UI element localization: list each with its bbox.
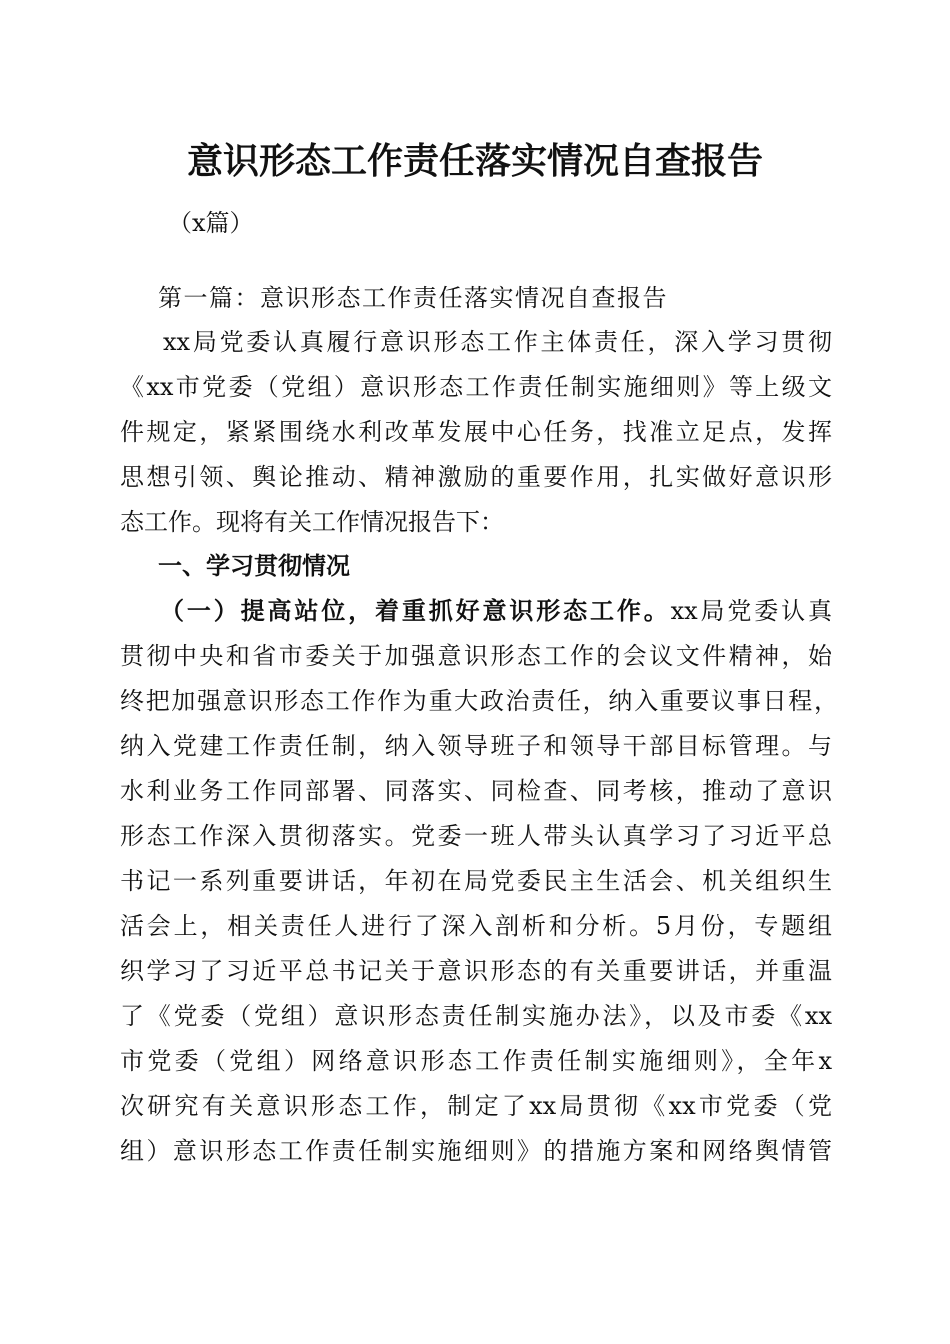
count-note: （x篇） [168, 209, 254, 237]
body-line-12: 组）意识形态工作责任制实施细则》的措施方案和网络舆情管 [120, 1137, 832, 1165]
body-line-7: 活会上，相关责任人进行了深入剖析和分析。5月份，专题组 [120, 912, 832, 940]
body-line-9: 了《党委（党组）意识形态责任制实施办法》，以及市委《xx [120, 1002, 832, 1030]
body-line-1: 贯彻中央和省市委关于加强意识形态工作的会议文件精神，始 [120, 642, 832, 670]
part-title: 第一篇：意识形态工作责任落实情况自查报告 [158, 284, 668, 312]
intro-line-2: 《xx市党委（党组）意识形态工作责任制实施细则》等上级文 [120, 373, 832, 401]
body-line-2: 终把加强意识形态工作作为重大政治责任，纳入重要议事日程， [120, 687, 838, 715]
body-line-3: 纳入党建工作责任制，纳入领导班子和领导干部目标管理。与 [120, 732, 832, 760]
body-line-6: 书记一系列重要讲话，年初在局党委民主生活会、机关组织生 [120, 867, 832, 895]
section-heading-1: 一、学习贯彻情况 [158, 552, 350, 580]
intro-line-3: 件规定，紧紧围绕水利改革发展中心任务，找准立足点，发挥 [120, 418, 832, 446]
subsection-first-line [160, 596, 832, 626]
body-line-4: 水利业务工作同部署、同落实、同检查、同考核，推动了意识 [120, 777, 832, 805]
intro-line-4: 思想引领、舆论推动、精神激励的重要作用，扎实做好意识形 [120, 463, 832, 491]
subsection-lead: （一）提高站位，着重抓好意识形态工作。 [160, 596, 671, 625]
body-line-10: 市党委（党组）网络意识形态工作责任制实施细则》，全年x [120, 1047, 832, 1075]
subsection-first-rest: xx局党委认真 [670, 597, 832, 625]
body-line-8: 织学习了习近平总书记关于意识形态的有关重要讲话，并重温 [120, 957, 832, 985]
intro-line-1: xx局党委认真履行意识形态工作主体责任，深入学习贯彻 [163, 328, 832, 356]
body-line-5: 形态工作深入贯彻落实。党委一班人带头认真学习了习近平总 [120, 822, 832, 850]
document-title: 意识形态工作责任落实情况自查报告 [186, 140, 763, 182]
intro-line-5: 态工作。现将有关工作情况报告下： [120, 508, 504, 536]
body-line-11: 次研究有关意识形态工作，制定了xx局贯彻《xx市党委（党 [120, 1092, 832, 1120]
